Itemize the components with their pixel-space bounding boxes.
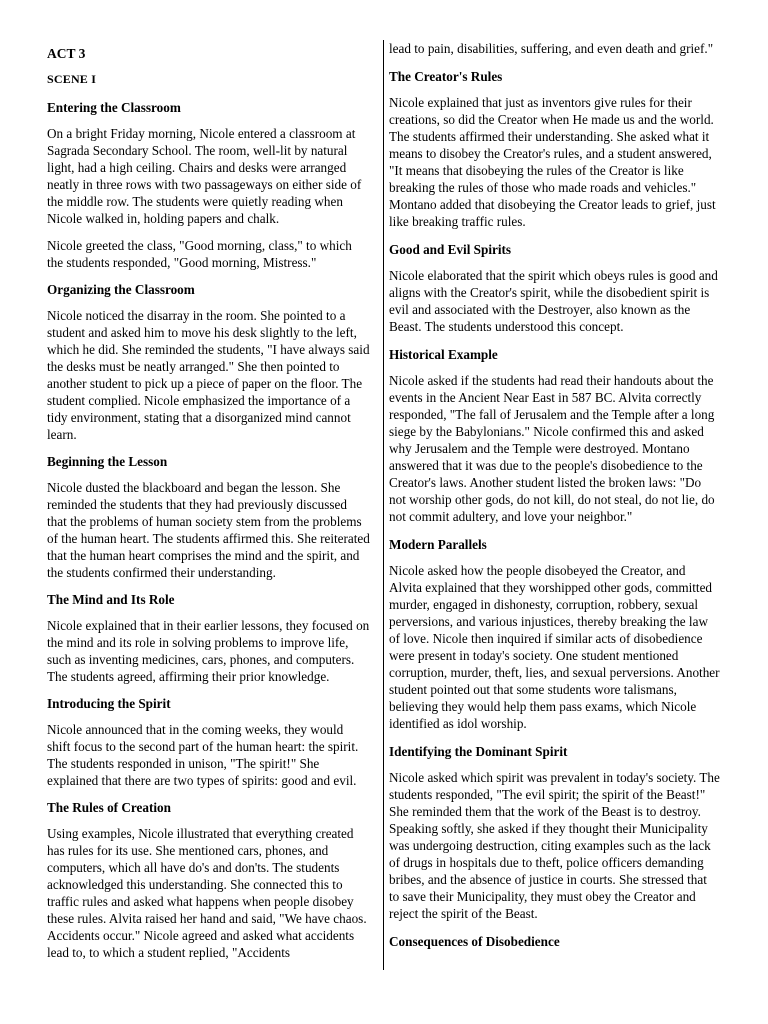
section-heading-introducing-spirit: Introducing the Spirit <box>47 696 171 711</box>
paragraph: Nicole asked if the students had read their handouts about the events in the Ancient Near East in 587 BC. Alvita correctly responded, "The fall of Jerusalem and the Temple after a long siege by the Babylonians." Nicole confirmed this and asked why Jerusalem and the Temple were destroyed. Montano answered that it was due to the people's disobedience to the Creator's laws. Another student listed the broken laws: "Do not worship other gods, do not kill, do not steal, do not lie, do not commit adultery, and love your neighbor." <box>389 373 715 524</box>
right-column <box>389 40 720 959</box>
paragraph: Using examples, Nicole illustrated that everything created has rules for its use. She mentioned cars, phones, and computers, which all have do's and don'ts. The students acknowledged this understanding. She connected this to traffic rules and asked what happens when people disobey these rules. Alvita raised her hand and said, "We have chaos. Accidents occur." Nicole agreed and asked what accidents lead to, to which a student replied, "Accidents <box>47 826 367 960</box>
paragraph: Nicole greeted the class, "Good morning, class," to which the students responded, "Good morning, Mistress." <box>47 238 352 270</box>
paragraph: Nicole announced that in the coming weeks, they would shift focus to the second part of the human heart: the spirit. The students responded in unison, "The spirit!" She explained that there are two types of spirits: good and evil. <box>47 722 359 788</box>
section-heading-creators-rules: The Creator's Rules <box>389 69 503 84</box>
section-heading-entering-classroom: Entering the Classroom <box>47 100 181 115</box>
column-divider <box>383 40 384 970</box>
paragraph: Nicole asked which spirit was prevalent in today's society. The students responded, "The evil spirit; the spirit of the Beast!" She reminded them that the work of the Beast is to destroy. Speaking softly, she asked if they thought their Municipality was undergoing destruction, citing examples such as the lack of drugs in hospitals due to theft, police officers demanding bribes, and the absence of justice in courts. She stressed that to save their Municipality, they must obey the Creator and reject the spirit of the Beast. <box>389 770 720 921</box>
section-heading-organizing-classroom: Organizing the Classroom <box>47 282 195 297</box>
paragraph: On a bright Friday morning, Nicole entered a classroom at Sagrada Secondary School. The room, well-lit by natural light, had a high ceiling. Chairs and desks were arranged neatly in three rows with two passageways on either side of the middle row. The students were quietly reading when Nicole walked in, holding papers and chalk. <box>47 126 362 226</box>
section-heading-good-evil-spirits: Good and Evil Spirits <box>389 242 512 257</box>
paragraph: Nicole dusted the blackboard and began the lesson. She reminded the students that they had previously discussed that the problems of human society stem from the problems of the human heart. The students affirmed this. She reiterated that the human heart comprises the mind and the spirit, and the students confirmed their understanding. <box>47 480 370 580</box>
section-heading-dominant-spirit: Identifying the Dominant Spirit <box>389 744 568 759</box>
section-heading-mind-and-role: The Mind and Its Role <box>47 592 175 607</box>
paragraph: Nicole explained that in their earlier lessons, they focused on the mind and its role in solving problems to improve life, such as inventing medicines, cars, phones, and computers. The students agreed, affirming their prior knowledge. <box>47 618 370 684</box>
section-heading-beginning-lesson: Beginning the Lesson <box>47 454 168 469</box>
section-heading-modern-parallels: Modern Parallels <box>389 537 487 552</box>
paragraph: Nicole noticed the disarray in the room. She pointed to a student and asked him to move his desk slightly to the left, which he did. She reminded the students, "I have always said the desks must be neatly arranged." She then pointed to another student to pick up a piece of paper on the floor. The student complied. Nicole emphasized the importance of a tidy environment, stating that a disorganized mind cannot learn. <box>47 308 370 442</box>
section-heading-historical-example: Historical Example <box>389 347 498 362</box>
paragraph: Nicole explained that just as inventors give rules for their creations, so did the Creator when He made us and the world. The students affirmed their understanding. She asked what it means to disobey the Creator's rules, and a student answered, "It means that disobeying the rules of the Creator is like breaking the rules of those who made roads and vehicles." Montano added that disobeying the Creator leads to grief, just like breaking traffic rules. <box>389 95 716 229</box>
section-heading-rules-of-creation: The Rules of Creation <box>47 800 171 815</box>
section-heading-consequences: Consequences of Disobedience <box>389 934 560 949</box>
paragraph: Nicole asked how the people disobeyed the Creator, and Alvita explained that they worshipped other gods, committed murder, engaged in dishonesty, corruption, robbery, sexual perversions, and various injustices, thereby breaking the law of love. Nicole then inquired if similar acts of disobedience were present in today's society. One student mentioned corruption, murder, theft, lies, and sexual perversions. Another student pointed out that some students wore talismans, believing they would help them pass exams, which Nicole identified as idol worship. <box>389 563 720 731</box>
act-title: ACT 3 <box>47 46 86 61</box>
paragraph-continuation: lead to pain, disabilities, suffering, and even death and grief." <box>389 41 714 56</box>
left-column <box>47 40 370 971</box>
scene-title: SCENE I <box>47 72 97 86</box>
paragraph: Nicole elaborated that the spirit which obeys rules is good and aligns with the Creator's spirit, while the disobedient spirit is evil and associated with the Destroyer, also known as the Beast. The students understood this concept. <box>389 268 718 334</box>
